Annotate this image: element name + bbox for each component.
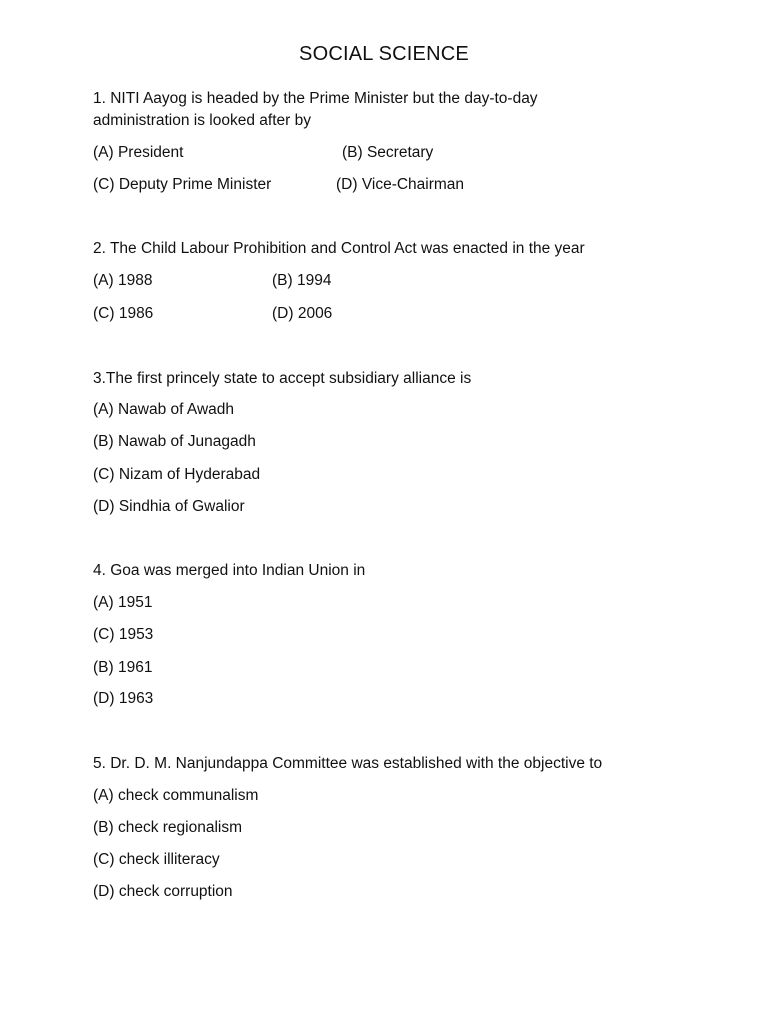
question-2-option-a: (A) 1988 (93, 272, 153, 289)
question-3-option-d: (D) Sindhia of Gwalior (93, 498, 245, 515)
question-5-stem: 5. Dr. D. M. Nanjundappa Committee was established with the objective to (93, 755, 603, 772)
question-5-option-d: (D) check corruption (93, 883, 233, 900)
question-4-option-1: (A) 1951 (93, 594, 153, 611)
question-3-option-a: (A) Nawab of Awadh (93, 401, 235, 418)
question-4-stem: 4. Goa was merged into Indian Union in (93, 562, 366, 579)
question-1-option-a: (A) President (93, 144, 184, 161)
question-1-stem-line-2: administration is looked after by (93, 112, 311, 129)
question-3-option-b: (B) Nawab of Junagadh (93, 433, 256, 450)
question-2-stem: 2. The Child Labour Prohibition and Control Act was enacted in the year (93, 240, 585, 257)
question-5-option-c: (C) check illiteracy (93, 851, 220, 868)
page-title: SOCIAL SCIENCE (299, 43, 469, 65)
question-2-option-d: (D) 2006 (272, 305, 333, 322)
question-5-option-b: (B) check regionalism (93, 819, 243, 836)
question-1-stem-line-1: 1. NITI Aayog is headed by the Prime Minister but the day-to-day (93, 90, 538, 107)
question-2-option-b: (B) 1994 (272, 272, 332, 289)
question-1-option-d: (D) Vice-Chairman (336, 176, 465, 193)
question-1-option-c: (C) Deputy Prime Minister (93, 176, 272, 193)
question-1 (93, 88, 538, 132)
question-2-option-c: (C) 1986 (93, 305, 154, 322)
question-3-stem: 3.The first princely state to accept subsidiary alliance is (93, 370, 472, 387)
question-4-option-3: (B) 1961 (93, 659, 153, 676)
question-4-option-4: (D) 1963 (93, 690, 154, 707)
question-1-option-b: (B) Secretary (342, 144, 434, 161)
question-3-option-c: (C) Nizam of Hyderabad (93, 466, 261, 483)
question-4-option-2: (C) 1953 (93, 626, 154, 643)
question-5-option-a: (A) check communalism (93, 787, 259, 804)
